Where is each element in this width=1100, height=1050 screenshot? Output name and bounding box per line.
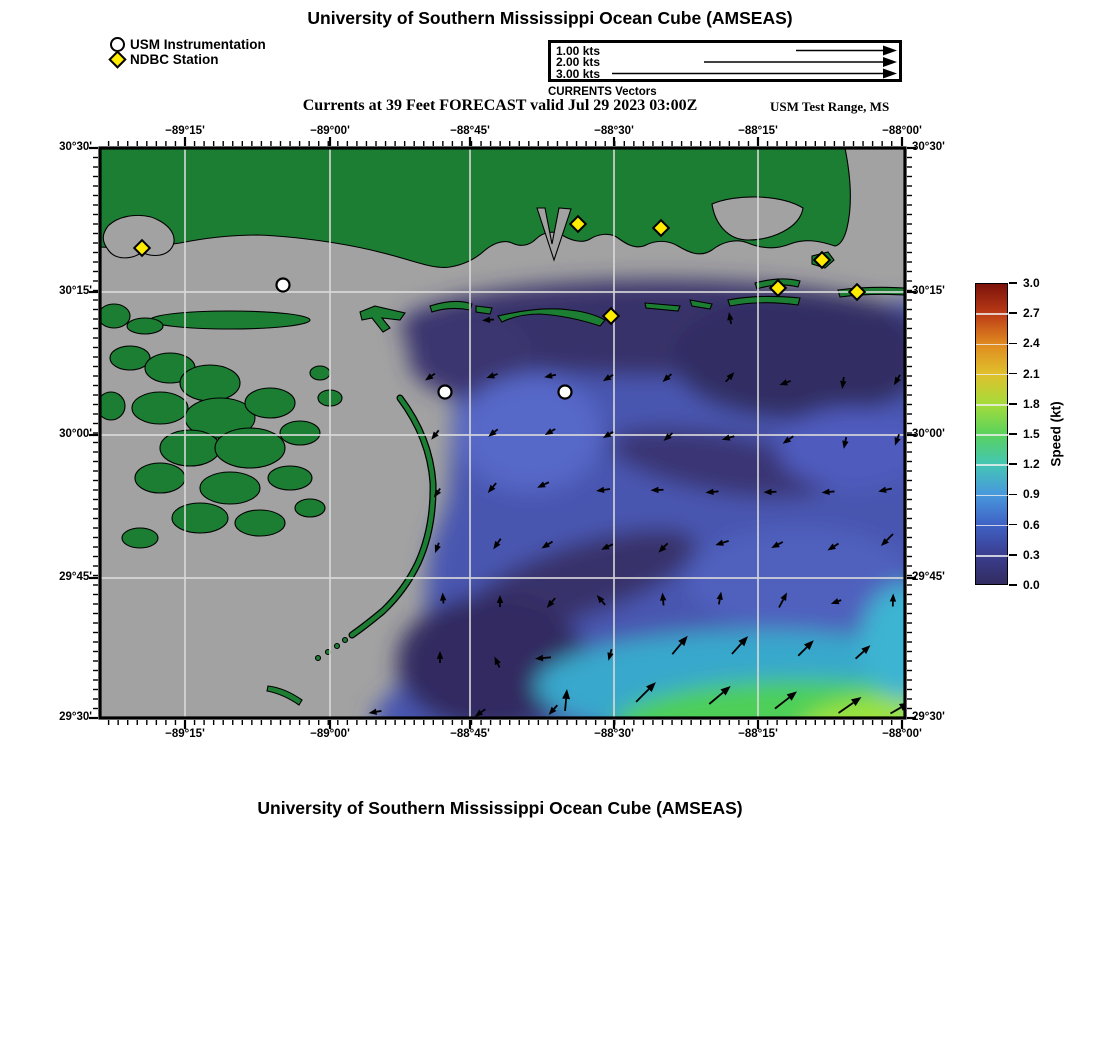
colorbar-gradient [975,283,1008,585]
colorbar-tick-line [976,404,1009,406]
legend-item-usm [110,37,266,52]
y-axis-label-left: 30°15' [59,285,92,297]
y-axis-label-left: 29°45' [59,571,92,583]
colorbar-tick-label: 2.1 [1023,366,1040,381]
colorbar-tick-label: 2.4 [1023,336,1040,351]
x-axis-label-top: −88°00' [882,125,922,137]
colorbar-tick-line [976,495,1009,497]
x-axis-label-top: −88°30' [594,125,634,137]
y-axis-label-right: 29°30' [912,711,945,723]
vector-scale-3kt: 3.00 kts [556,66,601,81]
y-axis-label-left: 30°30' [59,141,92,153]
colorbar [975,276,1095,603]
x-axis-label-bottom: −89°00' [310,728,350,740]
colorbar-tick-line [976,555,1009,557]
colorbar-tick-label: 1.8 [1023,396,1040,411]
colorbar-tick-label: 0.6 [1023,517,1040,532]
vector-scale-1kt: 1.00 kts [556,44,601,58]
colorbar-tick-line [976,313,1009,315]
vector-scale-box [548,40,902,82]
colorbar-tick-label: 0.0 [1023,578,1040,592]
colorbar-tick [1009,463,1017,465]
current-speed-field [370,280,920,733]
colorbar-tick [1009,343,1017,345]
colorbar-tick [1009,282,1017,284]
colorbar-tick-line [976,434,1009,436]
colorbar-tick-label: 0.3 [1023,547,1040,562]
colorbar-tick-label: 2.7 [1023,306,1040,321]
vector-scale-2kt: 2.00 kts [556,55,601,69]
symbol-legend [110,37,266,67]
colorbar-tick [1009,403,1017,405]
usm-instrumentation-marker [439,386,452,399]
x-axis-label-bottom: −88°00' [882,728,922,740]
page-title-top: University of Southern Mississippi Ocean Cube (AMSEAS) [307,8,793,28]
currents-map [85,133,920,733]
y-axis-label-right: 29°45' [912,571,945,583]
region-label: USM Test Range, MS [770,99,890,114]
x-axis-label-bottom: −89°15' [165,728,205,740]
x-axis-label-top: −88°45' [450,125,490,137]
usm-instrumentation-marker [559,386,572,399]
vector-legend-caption: CURRENTS Vectors [548,86,657,98]
colorbar-tick [1009,524,1017,526]
vector-scale-arrows [551,43,899,79]
page-title-bottom: University of Southern Mississippi Ocean Cube (AMSEAS) [257,798,743,818]
y-axis-label-right: 30°30' [912,141,945,153]
x-axis-label-bottom: −88°45' [450,728,490,740]
y-axis-label-right: 30°15' [912,285,945,297]
y-axis-label-left: 29°30' [59,711,92,723]
legend-item-ndbc [110,52,266,67]
colorbar-tick-label: 3.0 [1023,276,1040,290]
y-axis-label-right: 30°00' [912,428,945,440]
colorbar-tick [1009,554,1017,556]
legend-label-usm: USM Instrumentation [130,37,266,52]
colorbar-tick-label: 1.5 [1023,427,1040,441]
colorbar-tick-line [976,525,1009,527]
colorbar-tick [1009,584,1017,586]
colorbar-axis-label: Speed (kt) [1048,401,1064,467]
x-axis-label-top: −89°15' [165,125,205,137]
x-axis-label-bottom: −88°15' [738,728,778,740]
colorbar-tick-line [976,464,1009,466]
colorbar-tick-label: 1.2 [1023,457,1040,472]
ndbc-diamond-icon [108,50,126,68]
y-axis-label-left: 30°00' [59,428,92,440]
colorbar-tick-label: 0.9 [1023,487,1040,502]
colorbar-tick-line [976,374,1009,376]
colorbar-tick [1009,373,1017,375]
colorbar-tick [1009,494,1017,496]
colorbar-tick [1009,433,1017,435]
map-subtitle: Currents at 39 Feet FORECAST valid Jul 29 2023 03:00Z [302,97,698,114]
usm-instrumentation-marker [277,279,290,292]
x-axis-label-top: −89°00' [310,125,350,137]
x-axis-label-bottom: −88°30' [594,728,634,740]
x-axis-label-top: −88°15' [738,125,778,137]
colorbar-tick-line [976,344,1009,346]
colorbar-tick [1009,312,1017,314]
legend-label-ndbc: NDBC Station [130,52,219,67]
